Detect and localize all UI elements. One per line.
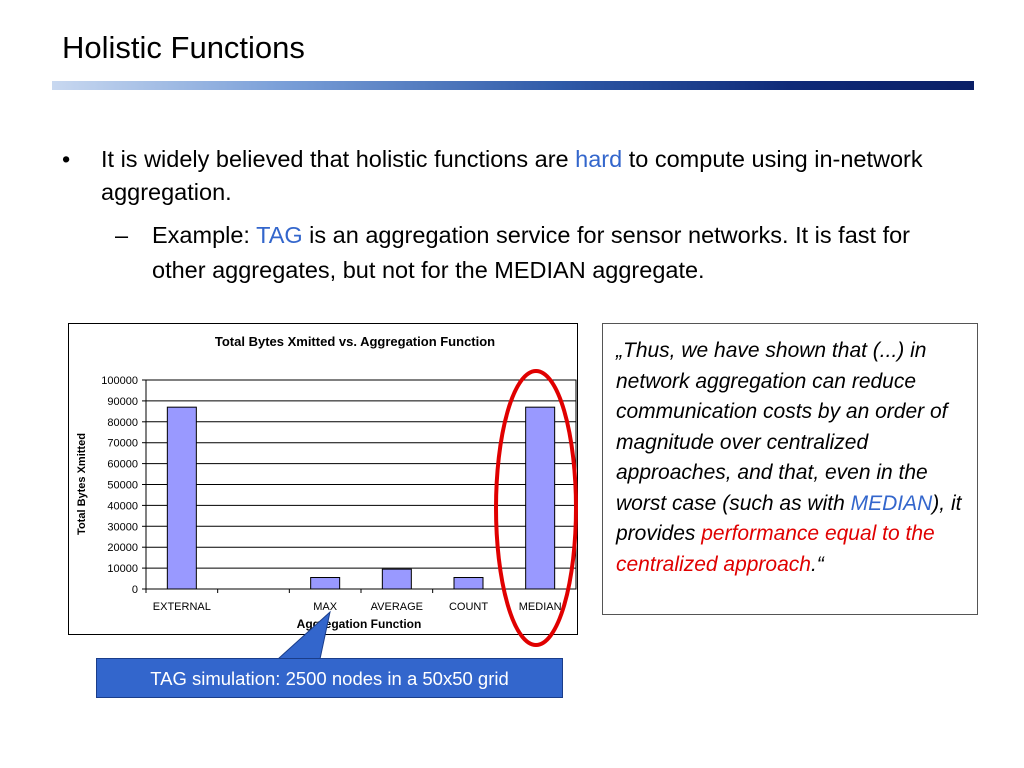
x-axis-label: Aggregation Function bbox=[296, 617, 422, 631]
y-tick-label: 40000 bbox=[107, 500, 138, 513]
y-tick-label: 20000 bbox=[107, 542, 138, 555]
y-axis-label: Total Bytes Xmitted bbox=[76, 433, 88, 535]
sub-bullet-highlight: TAG bbox=[256, 222, 303, 248]
y-tick-label: 70000 bbox=[107, 437, 138, 450]
callout-box bbox=[96, 658, 563, 698]
y-tick-label: 100000 bbox=[101, 375, 138, 387]
x-tick-label: EXTERNAL bbox=[152, 601, 211, 613]
y-tick-label: 50000 bbox=[107, 479, 138, 492]
x-tick-label: MEDIAN bbox=[518, 601, 562, 613]
slide-title: Holistic Functions bbox=[62, 30, 305, 65]
quote-performance: performance equal to the centralized approach bbox=[616, 522, 935, 576]
callout-pointer bbox=[278, 612, 330, 659]
chart-title: Total Bytes Xmitted vs. Aggregation Function bbox=[214, 334, 496, 349]
sub-bullet-pre: Example: bbox=[152, 222, 257, 248]
sub-bullet-post: is an aggregation service for sensor networks. It is fast for other aggregates, but not for the MEDIAN aggregate. bbox=[152, 222, 911, 283]
x-tick-label: MAX bbox=[313, 601, 338, 613]
x-tick-label: AVERAGE bbox=[370, 601, 424, 613]
y-tick-label: 80000 bbox=[107, 416, 138, 429]
dash-mark: – bbox=[115, 222, 129, 248]
callout-text: TAG simulation: 2500 nodes in a 50x50 grid bbox=[150, 668, 509, 689]
bullet-1-highlight: hard bbox=[575, 146, 623, 172]
quote-part-1: „Thus, we have shown that (...) in network aggregation can reduce communication costs by an order of magnitude over centralized approaches, and that, even in the worst case (such as with bbox=[616, 339, 948, 515]
y-tick-label: 0 bbox=[131, 584, 138, 596]
quote-part-2: ), it provides bbox=[616, 491, 962, 545]
y-tick-label: 60000 bbox=[107, 458, 138, 471]
quote-part-3: .“ bbox=[810, 552, 824, 576]
quote-median: MEDIAN bbox=[850, 491, 933, 515]
x-tick-label: COUNT bbox=[448, 601, 489, 613]
y-tick-label: 10000 bbox=[107, 563, 138, 576]
bullet-1-post: to compute using in-network aggregation. bbox=[101, 146, 923, 205]
y-tick-label: 90000 bbox=[107, 395, 138, 408]
y-tick-label: 30000 bbox=[107, 521, 138, 534]
bullet-1-pre: It is widely believed that holistic functions are bbox=[101, 146, 576, 172]
bullet-mark: • bbox=[62, 146, 71, 172]
